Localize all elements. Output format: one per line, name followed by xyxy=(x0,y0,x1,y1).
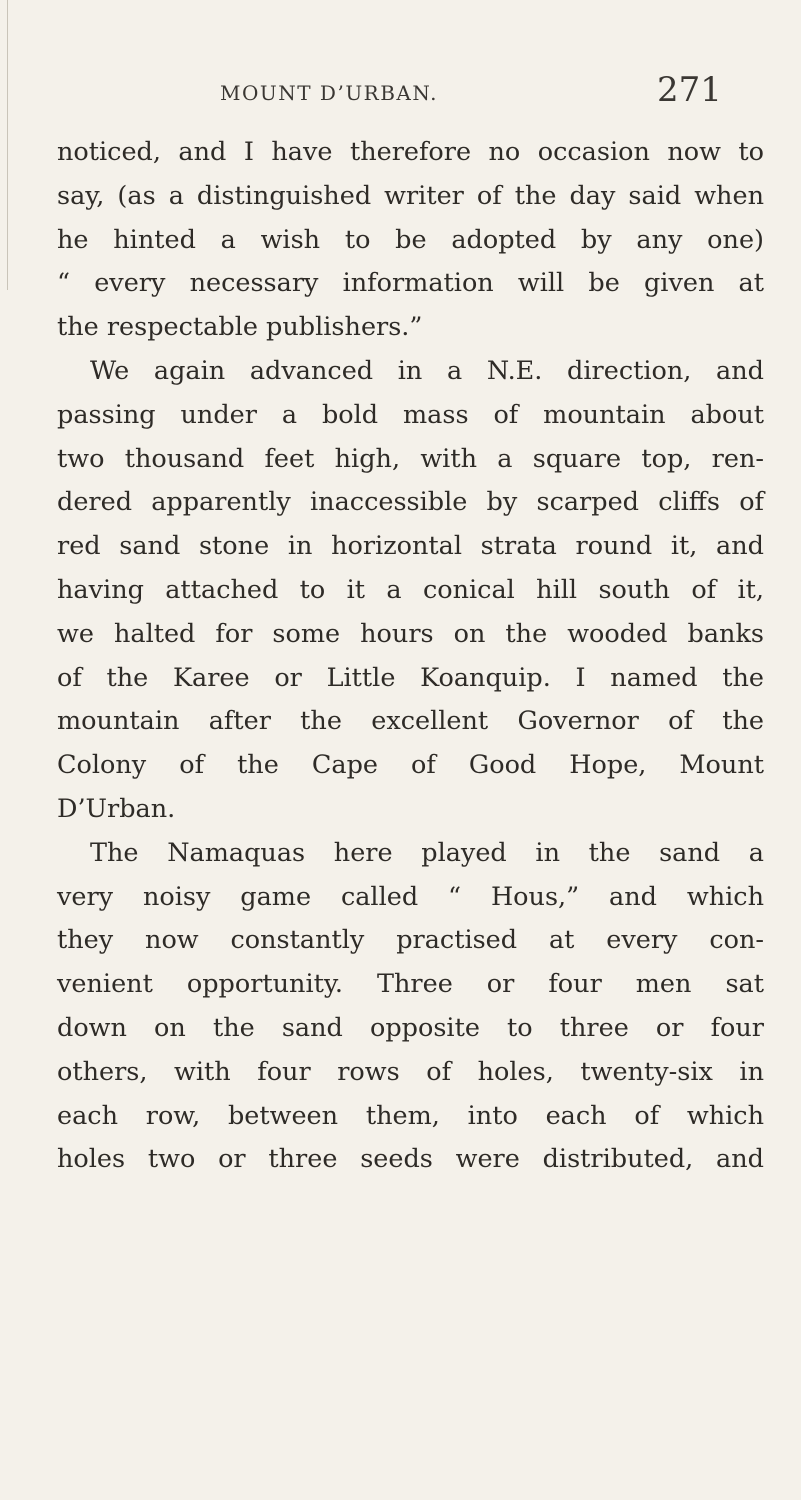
text-line: two thousand feet high, with a square top, ren- xyxy=(57,443,764,474)
text-line: mountain after the excellent Governor of the xyxy=(57,706,764,737)
text-line: they now constantly practised at every con- xyxy=(57,925,764,956)
binding-edge xyxy=(7,0,8,290)
text-line: say, (as a distinguished writer of the day said when xyxy=(57,180,764,211)
text-line: Colony of the Cape of Good Hope, Mount xyxy=(57,750,764,781)
page-number: 271 xyxy=(657,70,722,110)
text-line: we halted for some hours on the wooded banks xyxy=(57,618,764,649)
body-text xyxy=(57,131,764,1182)
paragraph-start-line: We again advanced in a N.E. direction, and xyxy=(90,355,764,386)
paragraph-start-line: The Namaquas here played in the sand a xyxy=(90,837,764,868)
text-line: red sand stone in horizontal strata round it, and xyxy=(57,531,764,562)
text-line: dered apparently inaccessible by scarped cliffs of xyxy=(57,487,764,518)
text-line: holes two or three seeds were distributed, and xyxy=(57,1144,764,1175)
text-line: down on the sand opposite to three or four xyxy=(57,1012,764,1043)
text-line: noticed, and I have therefore no occasion now to xyxy=(57,137,764,167)
text-line: others, with four rows of holes, twenty-six in xyxy=(57,1056,764,1087)
text-line: having attached to it a conical hill south of it, xyxy=(57,574,764,605)
text-line: he hinted a wish to be adopted by any one) xyxy=(57,224,764,255)
text-line: venient opportunity. Three or four men sat xyxy=(57,969,764,1000)
text-line: the respectable publishers.” xyxy=(57,312,423,343)
running-head: MOUNT D’URBAN. xyxy=(220,81,438,105)
text-line: of the Karee or Little Koanquip. I named the xyxy=(57,662,764,693)
text-line: each row, between them, into each of which xyxy=(57,1100,764,1131)
text-line: “ every necessary information will be given at xyxy=(57,268,764,299)
text-line: passing under a bold mass of mountain about xyxy=(57,399,764,430)
text-line: very noisy game called “ Hous,” and which xyxy=(57,881,764,912)
text-line: D’Urban. xyxy=(57,793,176,824)
